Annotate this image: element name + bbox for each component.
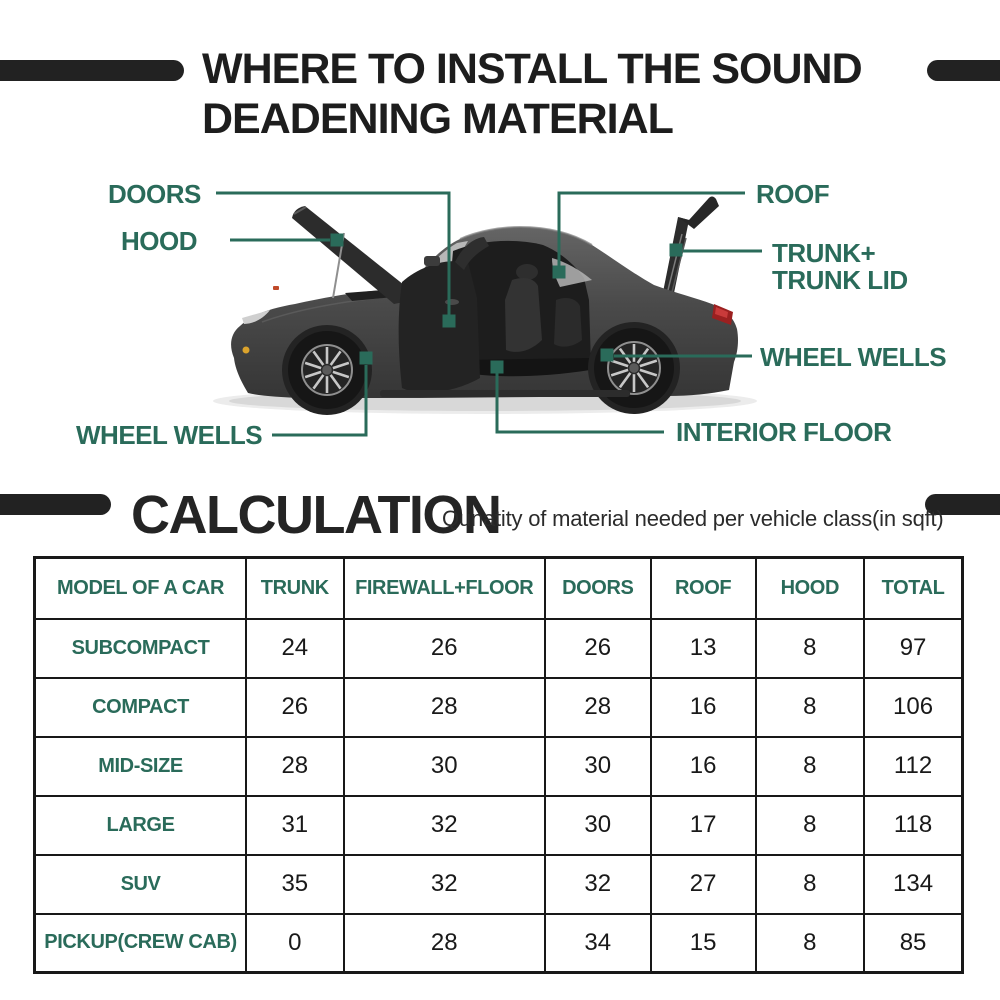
label-roof: ROOF — [756, 179, 830, 209]
value-cell: 32 — [545, 855, 651, 914]
value-cell: 8 — [756, 855, 865, 914]
value-cell: 26 — [246, 678, 343, 737]
label-wheel-wells-right: WHEEL WELLS — [760, 342, 947, 372]
value-cell: 32 — [344, 796, 545, 855]
value-cell: 85 — [864, 914, 962, 973]
label-trunk — [772, 240, 908, 294]
column-header-0: MODEL OF A CAR — [35, 558, 247, 619]
value-cell: 16 — [651, 737, 756, 796]
label-interior-floor: INTERIOR FLOOR — [676, 417, 892, 447]
value-cell: 8 — [756, 914, 865, 973]
page-title-line1: WHERE TO INSTALL THE SOUND — [202, 45, 862, 93]
table-head — [35, 558, 963, 619]
column-header-1: TRUNK — [246, 558, 343, 619]
table-row — [35, 796, 963, 855]
label-trunk-line1: TRUNK+ — [772, 238, 876, 268]
table-row — [35, 619, 963, 678]
value-cell: 112 — [864, 737, 962, 796]
label-trunk-line2: TRUNK LID — [772, 265, 908, 295]
value-cell: 8 — [756, 619, 865, 678]
table-row — [35, 855, 963, 914]
column-header-2: FIREWALL+FLOOR — [344, 558, 545, 619]
value-cell: 97 — [864, 619, 962, 678]
column-header-6: TOTAL — [864, 558, 962, 619]
calculation-subtitle: Qunatity of material needed per vehicle class(in sqft) — [442, 506, 944, 531]
value-cell: 106 — [864, 678, 962, 737]
value-cell: 0 — [246, 914, 343, 973]
column-header-5: HOOD — [756, 558, 865, 619]
table-row — [35, 678, 963, 737]
value-cell: 27 — [651, 855, 756, 914]
value-cell: 134 — [864, 855, 962, 914]
value-cell: 26 — [344, 619, 545, 678]
value-cell: 24 — [246, 619, 343, 678]
value-cell: 32 — [344, 855, 545, 914]
table-body — [35, 619, 963, 973]
value-cell: 26 — [545, 619, 651, 678]
column-header-4: ROOF — [651, 558, 756, 619]
value-cell: 16 — [651, 678, 756, 737]
value-cell: 28 — [246, 737, 343, 796]
value-cell: 13 — [651, 619, 756, 678]
value-cell: 28 — [344, 914, 545, 973]
column-header-3: DOORS — [545, 558, 651, 619]
page-title-line2: DEADENING MATERIAL — [202, 95, 673, 143]
value-cell: 8 — [756, 678, 865, 737]
calc-bar-left — [0, 494, 111, 515]
front-wheel — [288, 331, 366, 409]
table-row — [35, 914, 963, 973]
row-label: PICKUP(CREW CAB) — [35, 914, 247, 973]
value-cell: 30 — [545, 737, 651, 796]
row-label: SUV — [35, 855, 247, 914]
label-wheel-wells-left: WHEEL WELLS — [76, 420, 263, 450]
row-label: LARGE — [35, 796, 247, 855]
value-cell: 35 — [246, 855, 343, 914]
calculation-heading: CALCULATION — [131, 485, 501, 545]
car-illustration — [231, 197, 738, 416]
material-table — [33, 556, 964, 974]
value-cell: 15 — [651, 914, 756, 973]
row-label: SUBCOMPACT — [35, 619, 247, 678]
value-cell: 8 — [756, 737, 865, 796]
value-cell: 8 — [756, 796, 865, 855]
value-cell: 30 — [344, 737, 545, 796]
value-cell: 31 — [246, 796, 343, 855]
label-doors: DOORS — [108, 179, 201, 209]
table-row — [35, 737, 963, 796]
value-cell: 34 — [545, 914, 651, 973]
row-label: COMPACT — [35, 678, 247, 737]
label-hood: HOOD — [121, 226, 197, 256]
row-label: MID-SIZE — [35, 737, 247, 796]
value-cell: 118 — [864, 796, 962, 855]
table-header-row — [35, 558, 963, 619]
value-cell: 17 — [651, 796, 756, 855]
value-cell: 28 — [545, 678, 651, 737]
value-cell: 28 — [344, 678, 545, 737]
value-cell: 30 — [545, 796, 651, 855]
